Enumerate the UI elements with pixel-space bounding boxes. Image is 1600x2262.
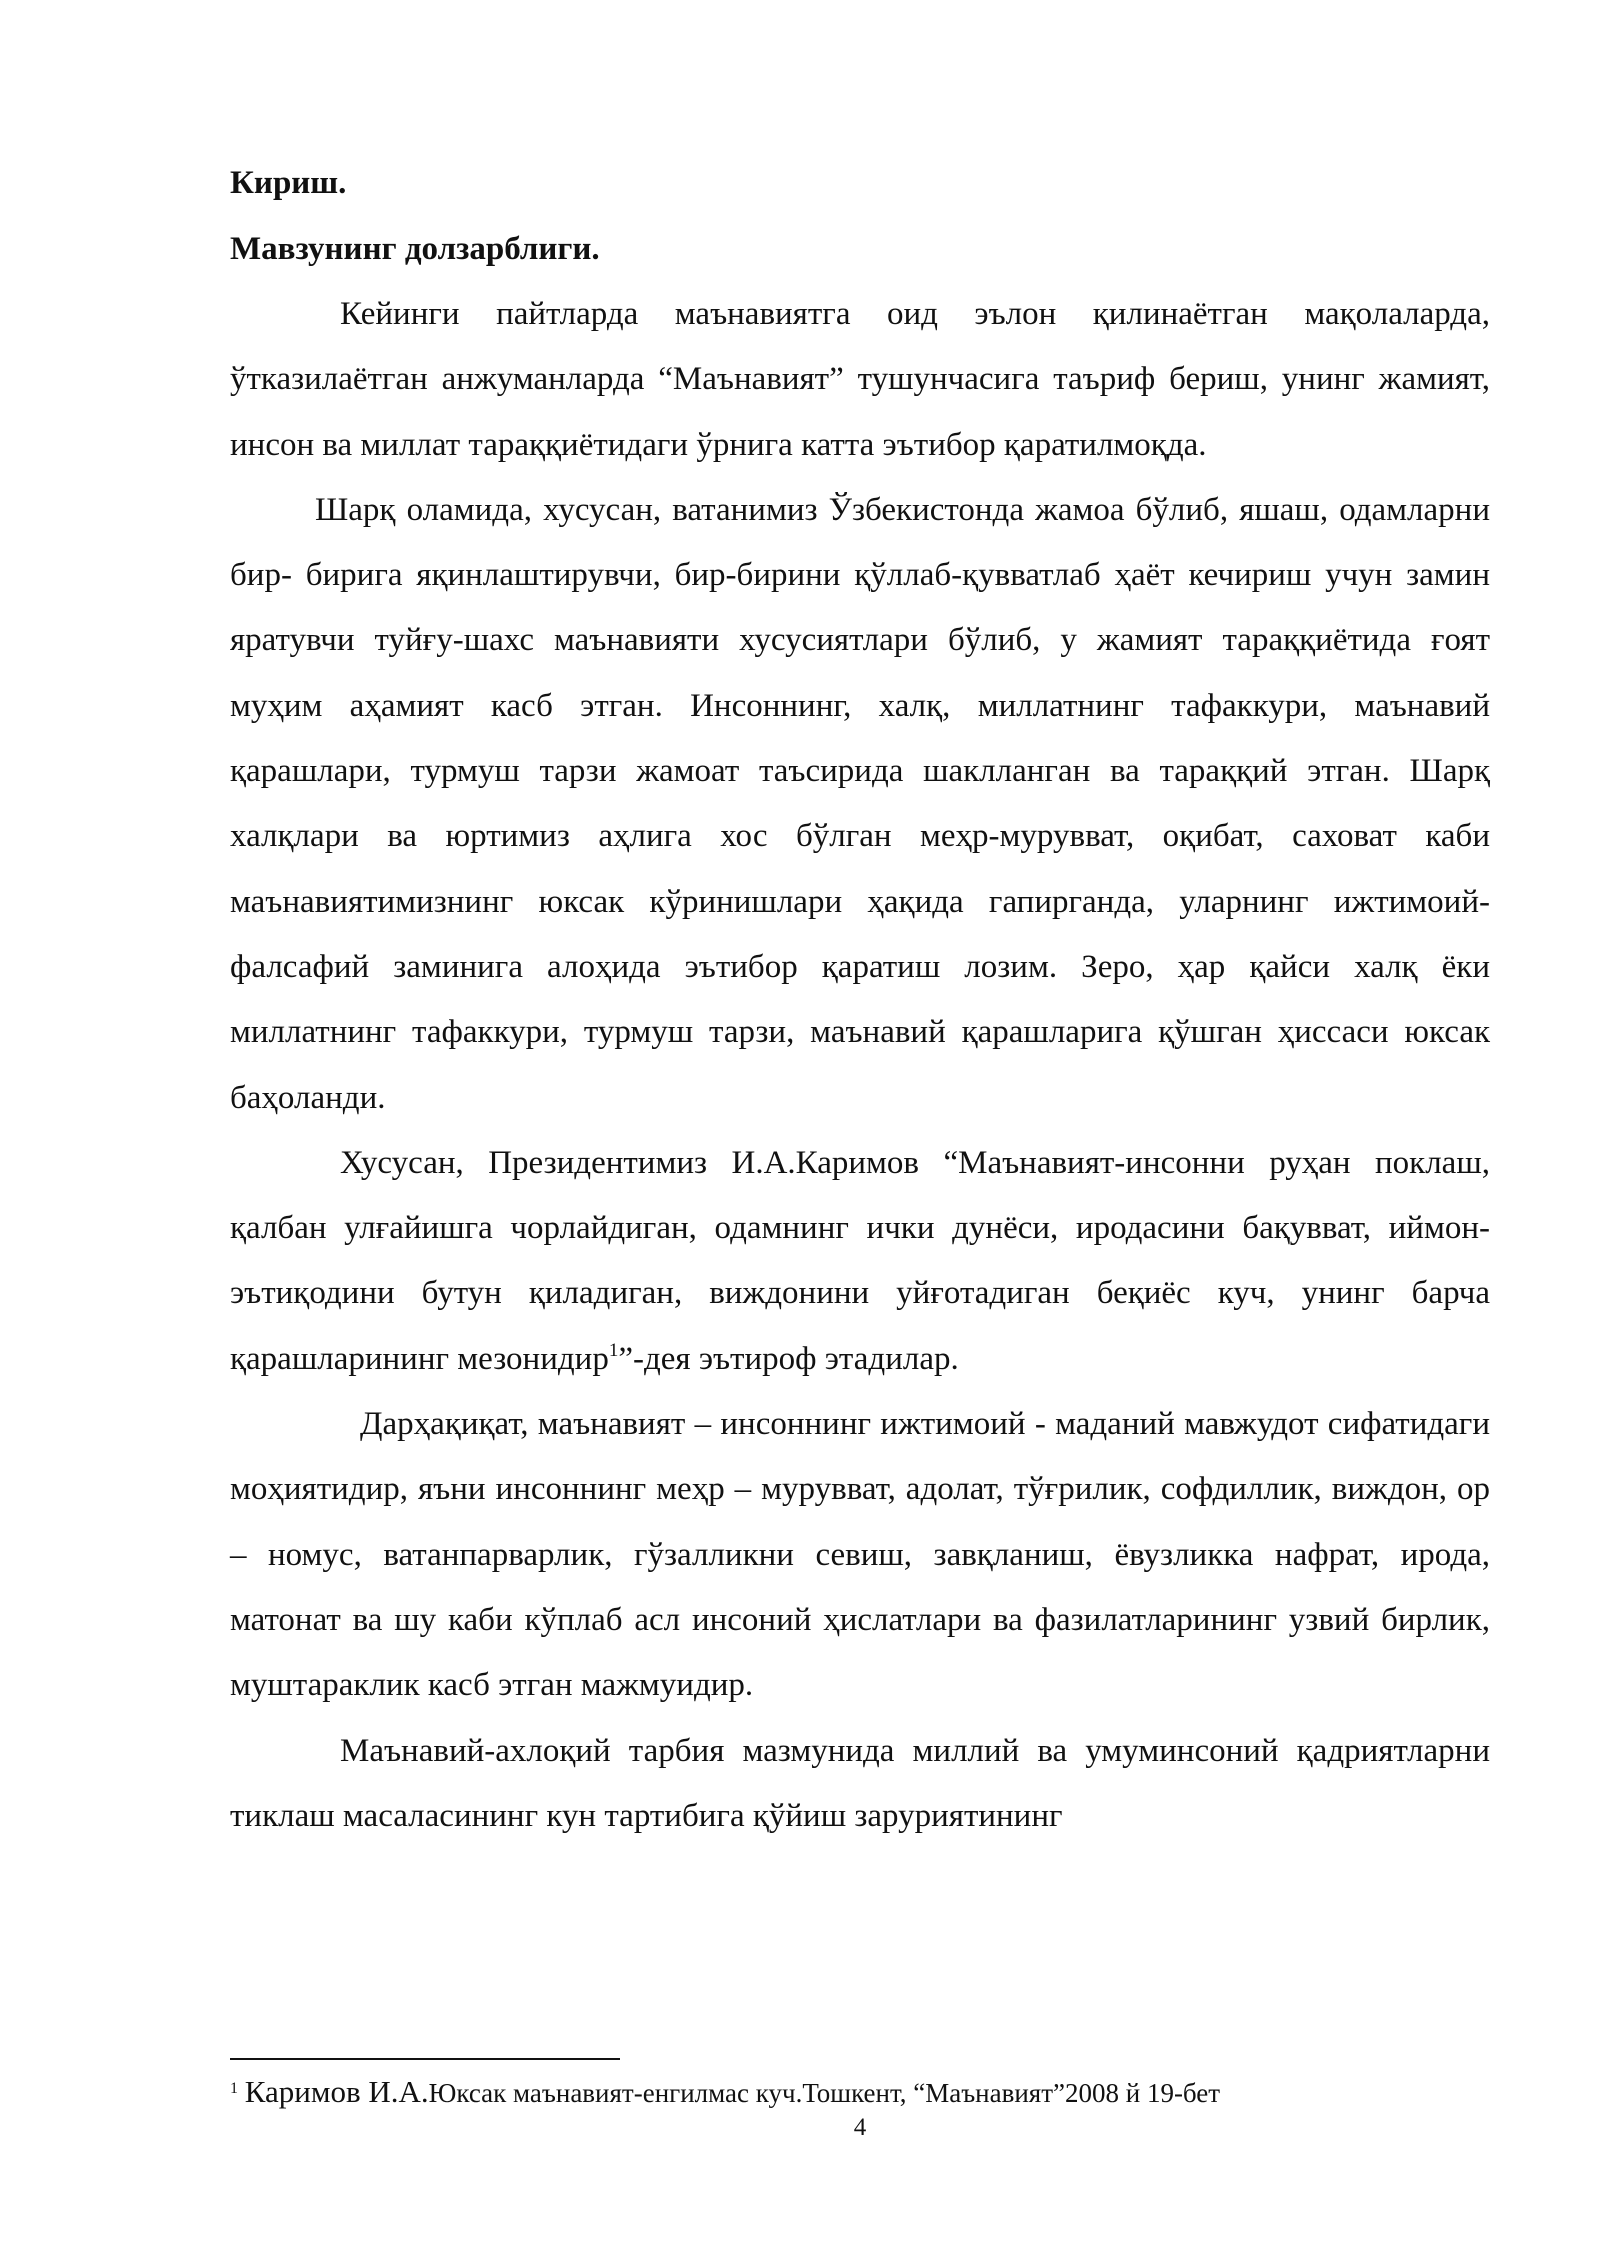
- footnote-author: Каримов И.А.: [244, 2074, 429, 2109]
- paragraph-1: Кейинги пайтларда маънавиятга оид эълон қилинаётган мақолаларда, ўтказилаётган анжуманларда “Маънавият” тушунчасига таъриф бериш, унинг жамият, инсон ва миллат тараққиётидаги ўрнига катта эътибор қаратилмоқда.: [230, 296, 1490, 463]
- section-heading-relevance: Мавзунинг долзарблиги.: [230, 231, 600, 267]
- page-body: [230, 150, 1490, 1849]
- footnote-mark: 1: [230, 2080, 238, 2097]
- paragraph-2: Шарқ оламида, хусусан, ватанимиз Ўзбекистонда жамоа бўлиб, яшаш, одамларни бир- бирига яқинлаштирувчи, бир-бирини қўллаб-қувватлаб ҳаёт кечириш учун замин яратувчи туйғу-шахс маънавияти хусусиятлари бўлиб, у жамият тараққиётида ғоят муҳим аҳамият касб этган. Инсоннинг, халқ, миллатнинг тафаккури, маънавий қарашлари, турмуш тарзи жамоат таъсирида шаклланган ва тараққий этган. Шарқ халқлари ва юртимиз аҳлига хос бўлган меҳр-мурувват, оқибат, саховат каби маънавиятимизнинг юксак кўринишлари ҳақида гапирганда, уларнинг ижтимоий-фалсафий заминига алоҳида эътибор қаратиш лозим. Зеро, ҳар қайси халқ ёки миллатнинг тафаккури, турмуш тарзи, маънавий қарашларига қўшган ҳиссаси юксак баҳоланди.: [230, 491, 1490, 1116]
- footnote-reference[interactable]: 1: [608, 1339, 619, 1361]
- page-number: 4: [853, 2114, 867, 2141]
- paragraph-3: [230, 1131, 1490, 1392]
- paragraph-3-text-before: Хусусан, Президентимиз И.А.Каримов “Маънавият-инсонни руҳан поклаш, қалбан улғайишга чорлайдиган, одамнинг ички дунёси, иродасини бақувват, иймон-эътиқодини бутун қиладиган, виждонини уйғотадиган беқиёс куч, унинг барча қарашларининг мезонидир: [230, 1144, 1490, 1377]
- footnote-text: Юксак маънавият-енгилмас куч.Тошкент, “Маънавият”2008 й 19-бет: [428, 2078, 1221, 2108]
- footnote-separator: [230, 2058, 620, 2060]
- paragraph-3-text-after: ”-дея эътироф этадилар.: [618, 1340, 959, 1377]
- footnote: [230, 2074, 1490, 2111]
- section-heading-intro: Кириш.: [230, 165, 347, 201]
- paragraph-5: Маънавий-ахлоқий тарбия мазмунида миллий ва умуминсоний қадриятларни тиклаш масаласининг кун тартибига қўйиш заруриятининг: [230, 1732, 1490, 1834]
- paragraph-4: Дарҳақиқат, маънавият – инсоннинг ижтимоий - маданий мавжудот сифатидаги моҳиятидир, яъни инсоннинг меҳр – мурувват, адолат, тўғрилик, софдиллик, виждон, ор – номус, ватанпарварлик, гўзалликни севиш, завқланиш, ёвузликка нафрат, ирода, матонат ва шу каби кўплаб асл инсоний ҳислатлари ва фазилатларининг узвий бирлик, муштараклик касб этган мажмуидир.: [230, 1406, 1490, 1704]
